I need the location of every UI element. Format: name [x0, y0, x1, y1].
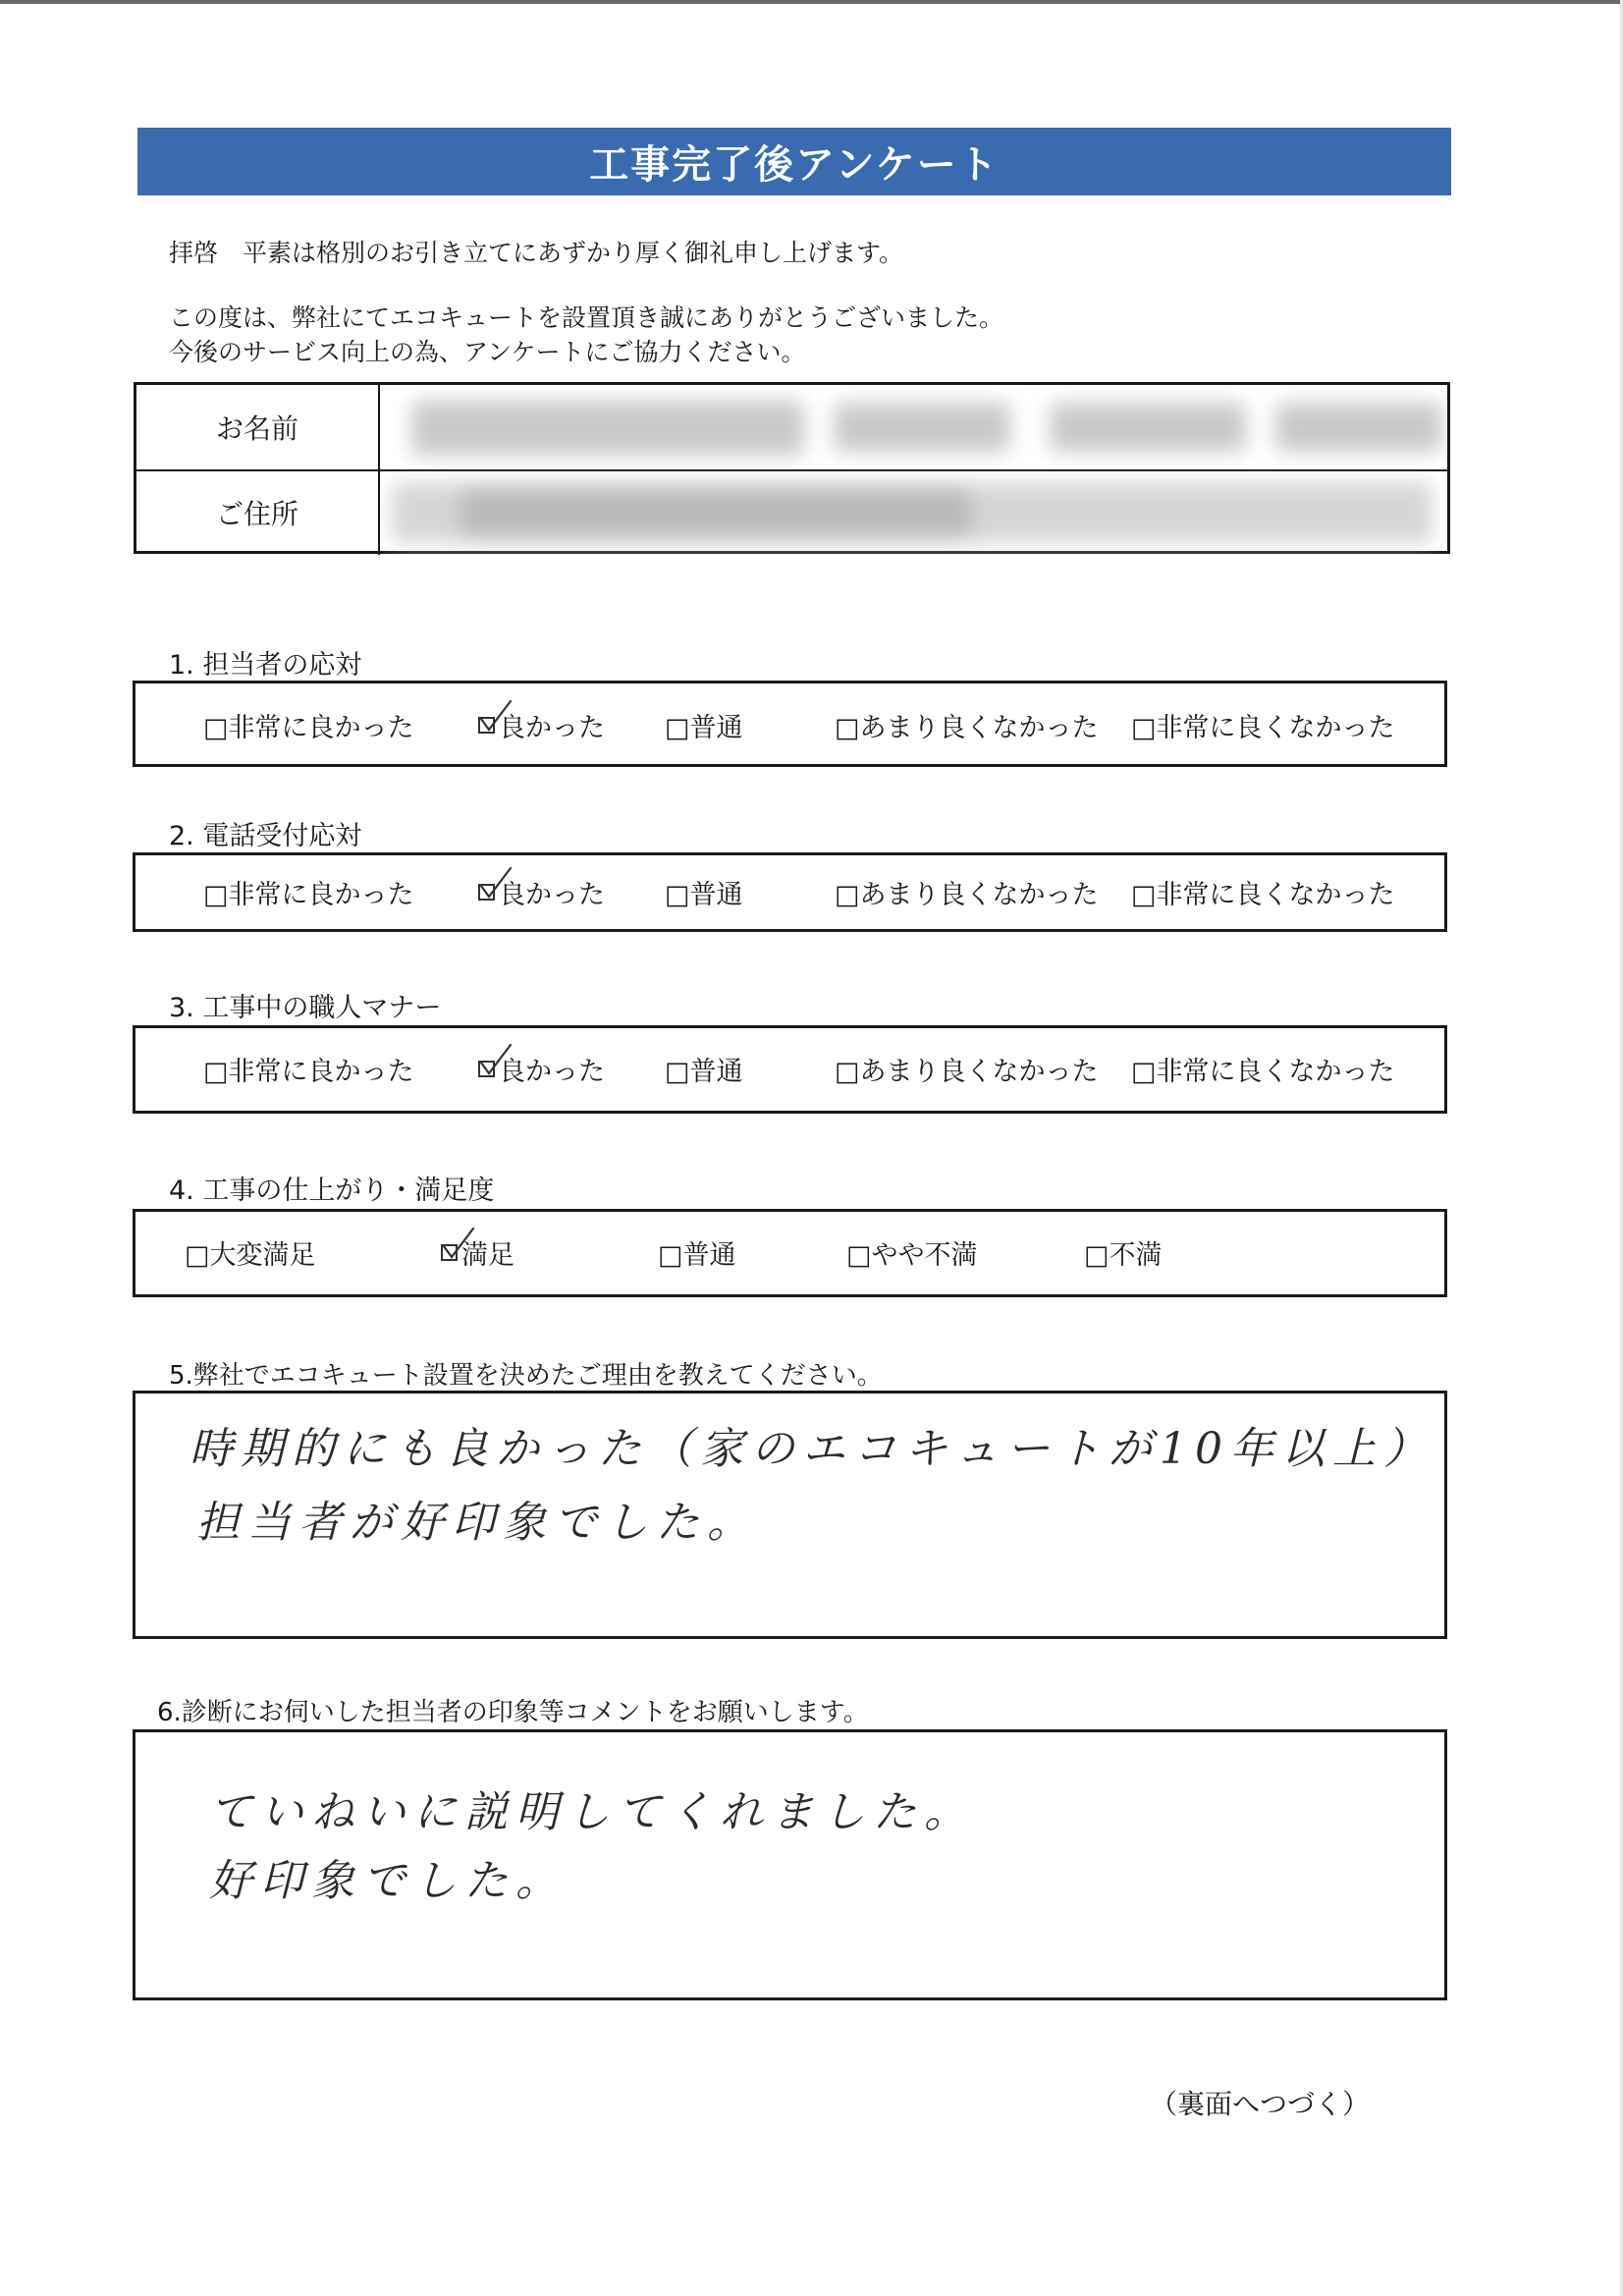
question-options-box [133, 1209, 1447, 1297]
q5-title: 5.弊社でエコキュート設置を決めたご理由を教えてください。 [169, 1361, 883, 1391]
rating-option[interactable] [665, 1050, 743, 1088]
customer-info-table [134, 382, 1450, 554]
rating-option[interactable] [846, 1233, 978, 1272]
rating-option-label: □普通 [665, 880, 743, 910]
rating-option-label: □非常に良かった [203, 880, 414, 910]
q6-answer-box[interactable] [133, 1729, 1447, 2000]
checked-checkbox-icon[interactable] [478, 884, 495, 901]
rating-option[interactable] [1131, 873, 1395, 911]
q6-answer-line: ていねいに説明してくれました。 [209, 1787, 975, 1837]
rating-option-label: □非常に良かった [203, 713, 414, 743]
rating-option[interactable] [1131, 706, 1395, 744]
thanks-line: この度は、弊社にてエコキュートを設置頂き誠にありがとうございました。 [169, 303, 1004, 332]
rating-option[interactable] [835, 1050, 1099, 1088]
name-value-redacted [382, 385, 1447, 469]
continue-note: （裏面へつづく） [1150, 2088, 1371, 2120]
rating-option[interactable] [203, 873, 414, 911]
rating-option[interactable] [1131, 1050, 1395, 1088]
rating-option-label: □非常に良くなかった [1131, 1057, 1395, 1087]
name-row [136, 385, 1447, 471]
greeting-line: 拝啓 平素は格別のお引き立てにあずかり厚く御礼申し上げます。 [169, 239, 904, 267]
rating-option-label: 良かった [499, 1057, 605, 1087]
rating-option[interactable] [665, 706, 743, 744]
q5-answer-box[interactable] [133, 1391, 1447, 1639]
rating-option-label: □あまり良くなかった [835, 880, 1099, 910]
address-label: ご住所 [136, 470, 380, 555]
page-title: 工事完了後アンケート [589, 142, 1000, 188]
rating-option-label: □非常に良くなかった [1131, 880, 1395, 910]
rating-option-label: 良かった [499, 880, 605, 910]
rating-option[interactable] [185, 1233, 316, 1272]
q6-title: 6.診断にお伺いした担当者の印象等コメントをお願いします。 [157, 1698, 869, 1727]
rating-option-label: 満足 [461, 1240, 514, 1271]
rating-option[interactable] [441, 1233, 514, 1272]
rating-option-label: □あまり良くなかった [835, 713, 1099, 743]
page-top-edge [0, 0, 1623, 4]
rating-option-label: □普通 [665, 713, 743, 743]
rating-option[interactable] [835, 706, 1099, 744]
rating-option-label: □普通 [665, 1057, 743, 1087]
rating-option-label: □やや不満 [846, 1240, 978, 1271]
rating-option[interactable] [203, 1050, 414, 1088]
rating-option-label: □大変満足 [185, 1240, 316, 1271]
address-row [136, 470, 1447, 555]
question-title: 2. 電話受付応対 [169, 821, 362, 851]
checked-checkbox-icon[interactable] [478, 717, 495, 734]
rating-option[interactable] [478, 706, 605, 744]
checked-checkbox-icon[interactable] [441, 1244, 458, 1261]
rating-option-label: 良かった [499, 713, 605, 743]
rating-option-label: □不満 [1084, 1240, 1163, 1271]
rating-option[interactable] [478, 873, 605, 911]
q5-answer-line: 担当者が好印象でした。 [196, 1498, 758, 1548]
question-title: 1. 担当者の応対 [169, 650, 362, 681]
rating-option[interactable] [665, 873, 743, 911]
rating-option[interactable] [478, 1050, 605, 1088]
rating-option-label: □非常に良くなかった [1131, 713, 1395, 743]
question-title: 4. 工事の仕上がり・満足度 [169, 1175, 495, 1206]
name-label: お名前 [136, 385, 380, 469]
title-bar [137, 128, 1451, 195]
checked-checkbox-icon[interactable] [478, 1061, 495, 1077]
q5-answer-line: 時期的にも良かった（家のエコキュートが10年以上） [189, 1424, 1434, 1474]
rating-option[interactable] [658, 1233, 736, 1272]
rating-option[interactable] [835, 873, 1099, 911]
address-value-redacted [382, 470, 1447, 555]
question-title: 3. 工事中の職人マナー [169, 993, 442, 1023]
q6-answer-line: 好印象でした。 [209, 1856, 567, 1906]
rating-option-label: □普通 [658, 1240, 736, 1271]
request-line: 今後のサービス向上の為、アンケートにご協力ください。 [169, 338, 806, 366]
rating-option-label: □あまり良くなかった [835, 1057, 1099, 1087]
rating-option[interactable] [1084, 1233, 1163, 1272]
rating-option[interactable] [203, 706, 414, 744]
rating-option-label: □非常に良かった [203, 1057, 414, 1087]
